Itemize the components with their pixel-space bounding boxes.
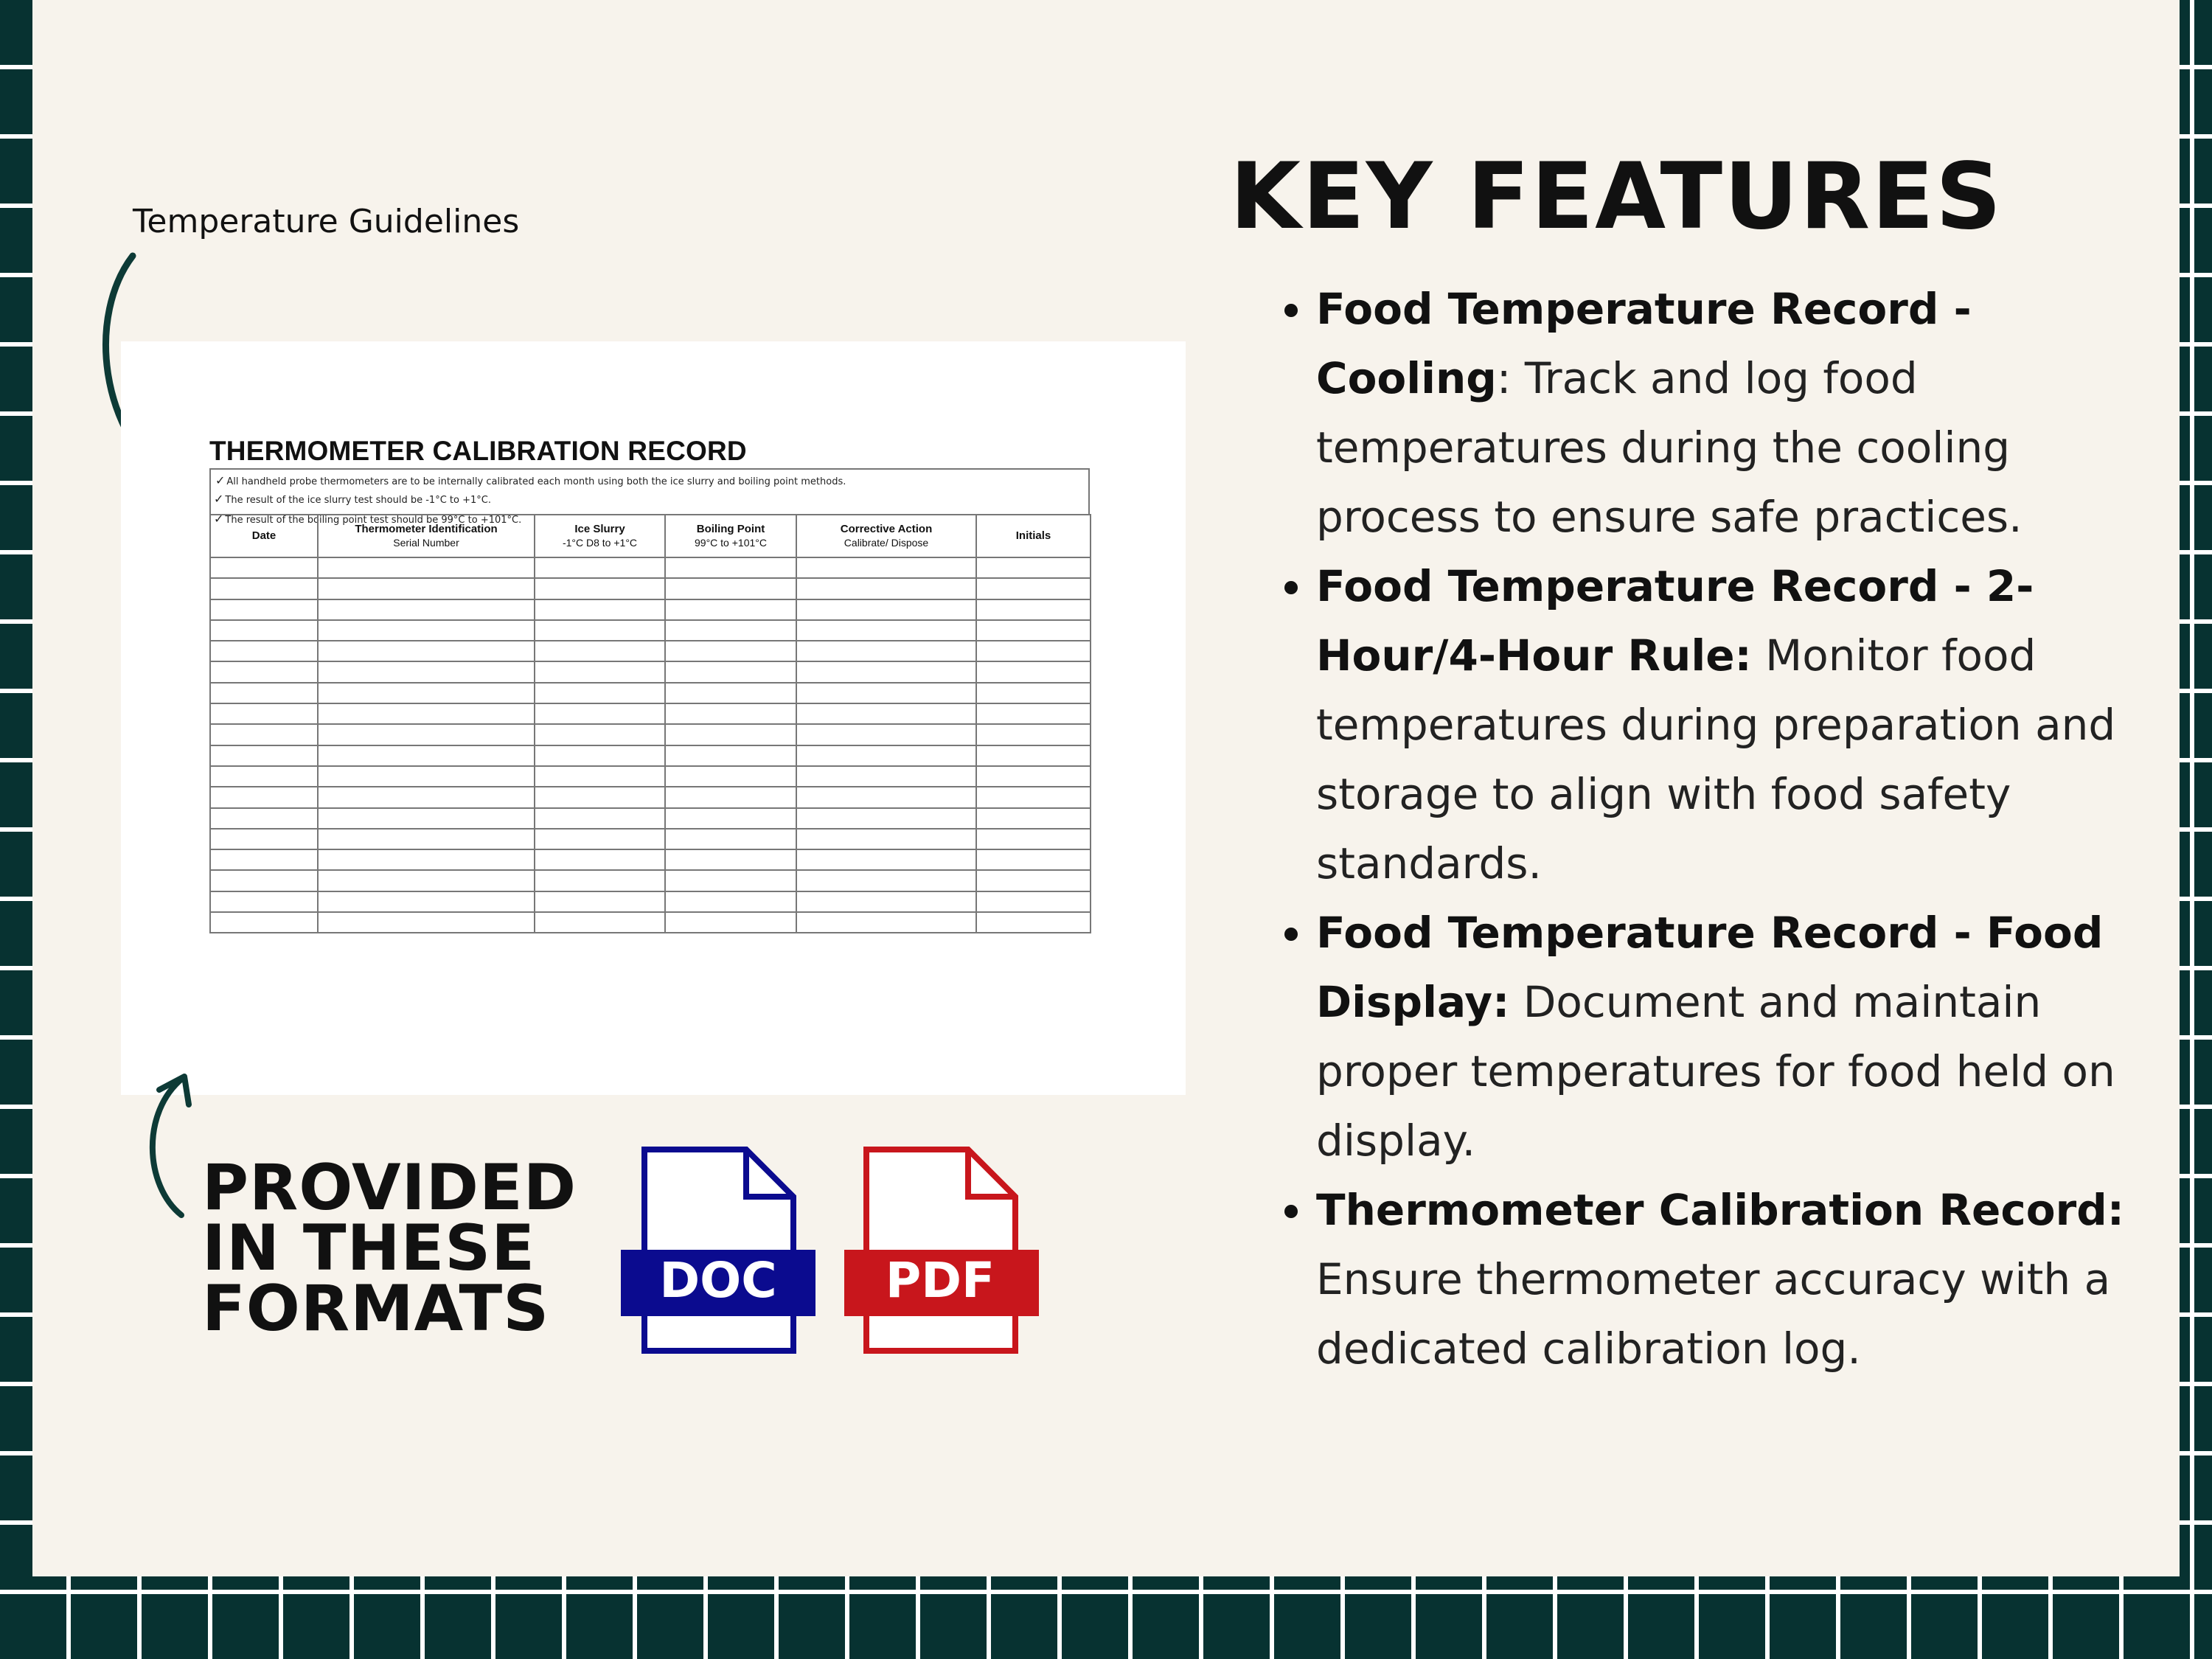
- table-cell: [210, 912, 318, 933]
- table-cell: [976, 599, 1091, 620]
- table-row: [210, 620, 1091, 641]
- table-row: [210, 724, 1091, 745]
- table-cell: [535, 829, 665, 849]
- table-row: [210, 912, 1091, 933]
- table-cell: [796, 557, 976, 578]
- table-cell: [796, 808, 976, 829]
- table-cell: [318, 787, 535, 807]
- table-cell: [665, 599, 796, 620]
- table-cell: [210, 620, 318, 641]
- table-cell: [665, 870, 796, 891]
- table-cell: [535, 849, 665, 870]
- table-cell: [976, 808, 1091, 829]
- curved-arrow-up-icon: [137, 1068, 204, 1230]
- checkmark-icon: ✓: [214, 492, 224, 506]
- table-cell: [665, 829, 796, 849]
- table-cell: [535, 557, 665, 578]
- table-row: [210, 578, 1091, 599]
- provided-line-1: PROVIDED: [202, 1151, 577, 1225]
- table-cell: [535, 661, 665, 682]
- table-cell: [976, 724, 1091, 745]
- column-header-thermometer-id: Thermometer Identification Serial Number: [318, 515, 535, 557]
- table-cell: [976, 578, 1091, 599]
- table-cell: [318, 641, 535, 661]
- table-row: [210, 870, 1091, 891]
- caption-temperature-guidelines: Temperature Guidelines: [133, 203, 520, 240]
- table-cell: [796, 787, 976, 807]
- table-cell: [318, 891, 535, 912]
- table-row: [210, 787, 1091, 807]
- table-cell: [796, 641, 976, 661]
- table-cell: [976, 683, 1091, 703]
- table-cell: [665, 766, 796, 787]
- table-cell: [976, 620, 1091, 641]
- table-cell: [535, 683, 665, 703]
- column-header-boiling-point: Boiling Point 99°C to +101°C: [665, 515, 796, 557]
- table-cell: [535, 891, 665, 912]
- table-cell: [210, 578, 318, 599]
- table-cell: [976, 557, 1091, 578]
- table-cell: [796, 683, 976, 703]
- table-cell: [976, 891, 1091, 912]
- table-row: [210, 683, 1091, 703]
- table-cell: [976, 829, 1091, 849]
- table-cell: [665, 808, 796, 829]
- table-cell: [535, 724, 665, 745]
- note-line: [214, 489, 1085, 509]
- feature-item: • Food Temperature Record - 2-Hour/4-Hour Rule: Monitor food temperatures during preparation and storage to align with food safety standards.: [1316, 552, 2171, 898]
- table-cell: [318, 683, 535, 703]
- table-cell: [535, 703, 665, 724]
- table-cell: [535, 766, 665, 787]
- table-cell: [665, 661, 796, 682]
- table-row: [210, 849, 1091, 870]
- table-cell: [796, 724, 976, 745]
- table-cell: [535, 870, 665, 891]
- table-cell: [976, 870, 1091, 891]
- table-cell: [210, 870, 318, 891]
- table-cell: [210, 787, 318, 807]
- table-cell: [665, 641, 796, 661]
- calibration-table: [209, 514, 1091, 933]
- table-cell: [318, 599, 535, 620]
- table-cell: [210, 703, 318, 724]
- table-cell: [318, 557, 535, 578]
- column-header-date: Date: [210, 515, 318, 557]
- table-row: [210, 766, 1091, 787]
- table-cell: [535, 912, 665, 933]
- table-cell: [665, 724, 796, 745]
- table-cell: [535, 641, 665, 661]
- table-cell: [210, 745, 318, 766]
- table-cell: [210, 891, 318, 912]
- column-header-initials: Initials: [976, 515, 1091, 557]
- table-cell: [318, 912, 535, 933]
- provided-line-2: IN THESE: [202, 1211, 535, 1285]
- table-row: [210, 599, 1091, 620]
- table-row: [210, 891, 1091, 912]
- checkmark-icon: ✓: [214, 512, 224, 526]
- checkmark-icon: ✓: [215, 473, 226, 487]
- table-cell: [318, 808, 535, 829]
- table-cell: [665, 891, 796, 912]
- table-cell: [976, 787, 1091, 807]
- pdf-file-icon: [844, 1147, 1043, 1357]
- table-cell: [976, 661, 1091, 682]
- table-cell: [210, 766, 318, 787]
- table-row: [210, 808, 1091, 829]
- pdf-label: PDF: [885, 1252, 995, 1309]
- table-cell: [665, 849, 796, 870]
- table-cell: [665, 745, 796, 766]
- table-cell: [210, 661, 318, 682]
- table-cell: [318, 829, 535, 849]
- table-cell: [318, 849, 535, 870]
- table-cell: [665, 683, 796, 703]
- document-title: THERMOMETER CALIBRATION RECORD: [209, 436, 747, 466]
- table-header-row: [210, 515, 1091, 557]
- table-cell: [210, 829, 318, 849]
- doc-label: DOC: [659, 1252, 777, 1309]
- table-cell: [318, 766, 535, 787]
- table-cell: [976, 766, 1091, 787]
- table-cell: [210, 683, 318, 703]
- table-cell: [665, 703, 796, 724]
- table-cell: [210, 808, 318, 829]
- table-cell: [796, 578, 976, 599]
- note-text: All handheld probe thermometers are to be internally calibrated each month using both the ice slurry and boiling point methods.: [226, 476, 846, 487]
- table-row: [210, 703, 1091, 724]
- table-cell: [976, 912, 1091, 933]
- table-cell: [665, 557, 796, 578]
- provided-formats-heading: [202, 1151, 577, 1346]
- table-cell: [665, 578, 796, 599]
- table-cell: [318, 578, 535, 599]
- table-row: [210, 641, 1091, 661]
- table-cell: [976, 849, 1091, 870]
- document-preview: [121, 341, 1186, 1095]
- table-row: [210, 661, 1091, 682]
- table-cell: [535, 745, 665, 766]
- table-cell: [318, 703, 535, 724]
- feature-item: • Food Temperature Record - Food Display: Document and maintain proper temperatures for food held on display.: [1316, 898, 2171, 1175]
- table-cell: [796, 912, 976, 933]
- table-cell: [665, 912, 796, 933]
- table-cell: [210, 599, 318, 620]
- table-row: [210, 829, 1091, 849]
- note-text: The result of the boiling point test should be 99°C to +101°C.: [225, 515, 522, 526]
- feature-item: • Food Temperature Record - Cooling: Track and log food temperatures during the cooling process to ensure safe practices.: [1316, 274, 2171, 552]
- provided-line-3: FORMATS: [202, 1272, 550, 1346]
- feature-item: • Thermometer Calibration Record: Ensure thermometer accuracy with a dedicated calibration log.: [1316, 1175, 2171, 1383]
- table-cell: [796, 599, 976, 620]
- table-row: [210, 745, 1091, 766]
- table-cell: [796, 891, 976, 912]
- table-cell: [210, 849, 318, 870]
- table-cell: [318, 870, 535, 891]
- table-cell: [318, 661, 535, 682]
- table-cell: [796, 829, 976, 849]
- column-header-corrective-action: Corrective Action Calibrate/ Dispose: [796, 515, 976, 557]
- table-cell: [665, 787, 796, 807]
- column-header-ice-slurry: Ice Slurry -1°C D8 to +1°C: [535, 515, 665, 557]
- table-cell: [535, 620, 665, 641]
- table-cell: [796, 870, 976, 891]
- table-cell: [796, 766, 976, 787]
- table-cell: [976, 641, 1091, 661]
- doc-file-icon: [619, 1147, 818, 1357]
- table-cell: [210, 557, 318, 578]
- table-cell: [796, 849, 976, 870]
- table-cell: [535, 808, 665, 829]
- table-cell: [796, 703, 976, 724]
- table-cell: [665, 620, 796, 641]
- table-row: [210, 557, 1091, 578]
- note-text: The result of the ice slurry test should be -1°C to +1°C.: [225, 495, 491, 506]
- table-cell: [796, 620, 976, 641]
- table-cell: [535, 578, 665, 599]
- table-cell: [210, 724, 318, 745]
- table-cell: [796, 745, 976, 766]
- table-cell: [318, 745, 535, 766]
- table-cell: [210, 641, 318, 661]
- table-cell: [796, 661, 976, 682]
- key-features-list: [1279, 274, 2171, 1383]
- table-cell: [535, 787, 665, 807]
- table-cell: [976, 745, 1091, 766]
- table-cell: [318, 620, 535, 641]
- table-cell: [318, 724, 535, 745]
- table-cell: [976, 703, 1091, 724]
- table-cell: [535, 599, 665, 620]
- key-features-title: KEY FEATURES: [1230, 144, 2003, 250]
